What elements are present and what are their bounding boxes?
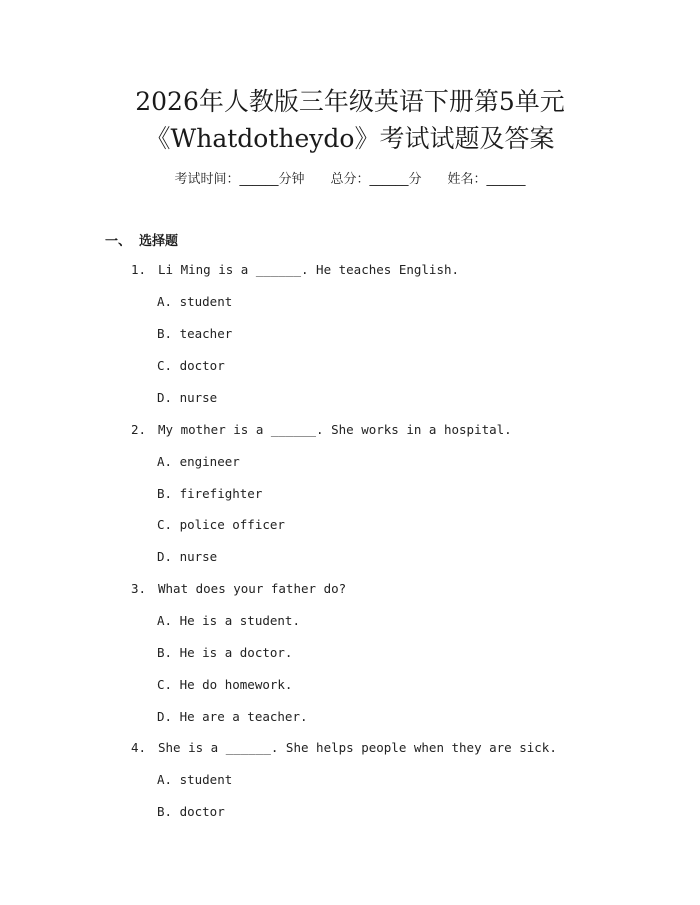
question-3-option-d: D. He are a teacher. (157, 709, 308, 724)
exam-time-label: 考试时间：______分钟 (174, 172, 305, 187)
question-2-option-c: C. police officer (157, 517, 285, 532)
section-heading (105, 230, 178, 249)
question-1 (131, 262, 459, 277)
question-1-option-d: D. nurse (157, 390, 218, 405)
question-3-option-a: A. He is a student. (157, 613, 300, 628)
exam-info-row (0, 168, 700, 187)
question-2 (131, 422, 512, 437)
question-number: 1. (131, 262, 147, 277)
page-title-line-2: 《Whatdotheydo》考试试题及答案 (145, 124, 555, 153)
question-text: My mother is a ______. She works in a hospital. (158, 422, 512, 437)
question-4-option-b: B. doctor (157, 804, 225, 819)
question-3-option-c: C. He do homework. (157, 677, 293, 692)
student-name-label: 姓名：______ (447, 172, 526, 187)
page-title-line-1: 2026年人教版三年级英语下册第5单元 (135, 87, 565, 116)
question-number: 2. (131, 422, 147, 437)
question-2-option-a: A. engineer (157, 454, 240, 469)
section-title: 选择题 (139, 234, 179, 249)
total-score-label: 总分：______分 (330, 172, 422, 187)
question-1-option-b: B. teacher (157, 326, 233, 341)
question-text: Li Ming is a ______. He teaches English. (158, 262, 460, 277)
question-text: She is a ______. She helps people when they are sick. (158, 740, 557, 755)
question-1-option-c: C. doctor (157, 358, 225, 373)
question-1-option-a: A. student (157, 294, 233, 309)
question-3 (131, 581, 346, 596)
question-3-option-b: B. He is a doctor. (157, 645, 293, 660)
question-2-option-b: B. firefighter (157, 486, 263, 501)
question-2-option-d: D. nurse (157, 549, 218, 564)
question-4-option-a: A. student (157, 772, 233, 787)
question-4 (131, 740, 557, 755)
question-number: 4. (131, 740, 147, 755)
question-text: What does your father do? (158, 581, 347, 596)
question-number: 3. (131, 581, 147, 596)
section-number: 一、 (105, 234, 132, 249)
